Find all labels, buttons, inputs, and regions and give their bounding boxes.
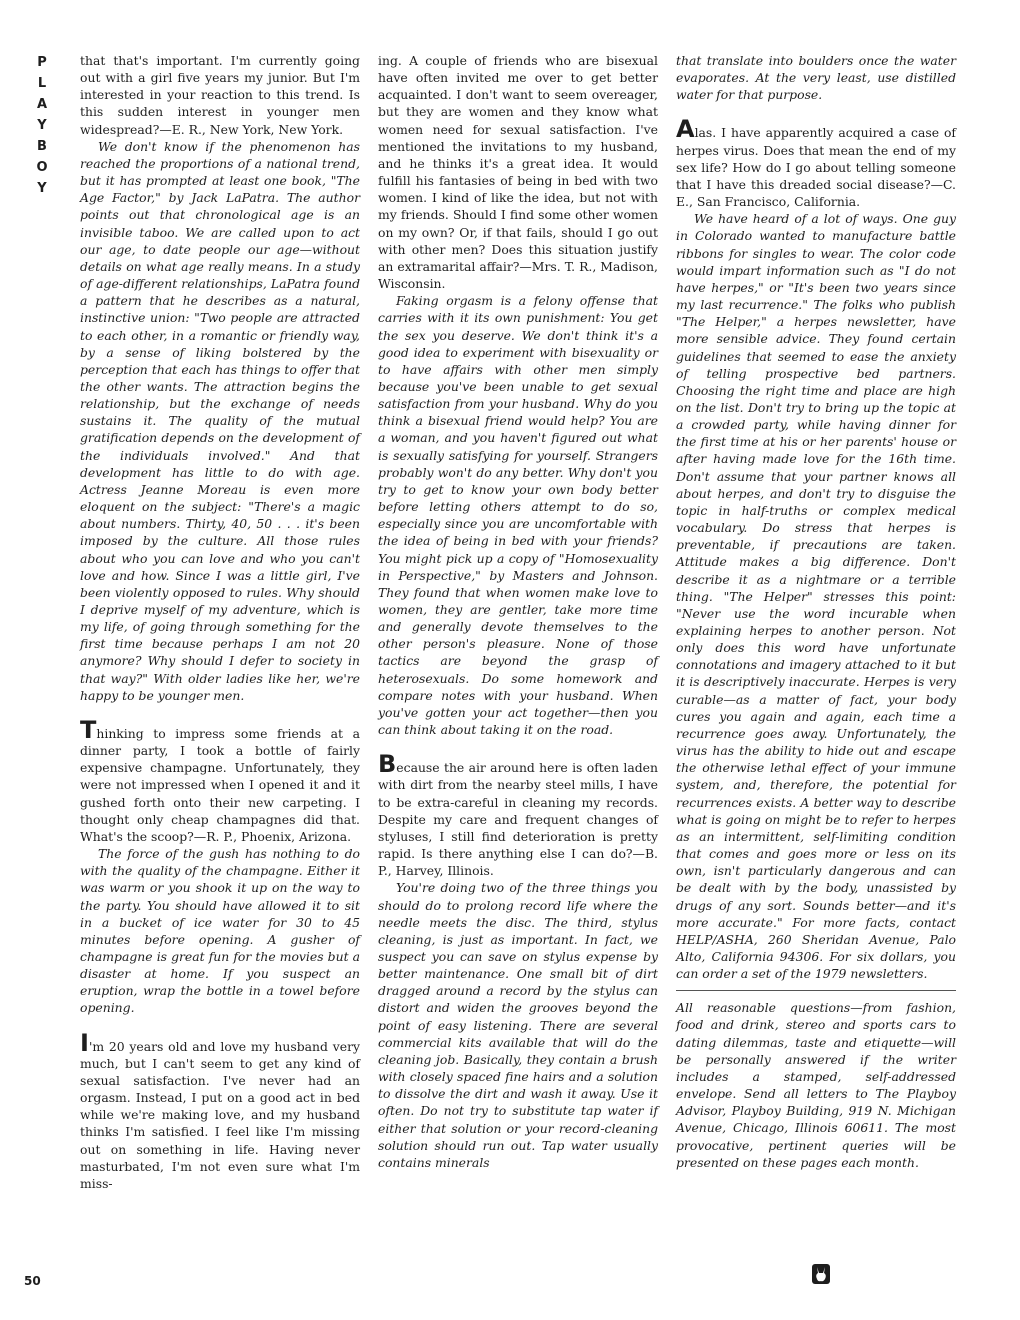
magazine-name-letter: Y xyxy=(37,118,47,133)
drop-cap: I xyxy=(80,1028,89,1057)
column-3 xyxy=(676,52,956,1171)
section-divider xyxy=(676,990,956,991)
question-orgasm xyxy=(80,1028,360,1192)
question-continued: ing. A couple of friends who are bisexual have often invited me over to get better acquainted. I don't want to seem overeager, but they are women and they know what women need for sexual satisfaction. I've mentioned the invitations to my husband, and he thinks it's a great idea. It would fulfill his fantasies of being in bed with two women. I kind of like the idea, but not with my friends. Should I find some other women on my own? Or, if that fails, should I go out with other men? Does this situation justify an extramarital affair?—Mrs. T. R., Madison, Wisconsin. xyxy=(378,53,658,292)
answer-age-difference: We don't know if the phenomenon has reached the proportions of a national trend, but it has prompted at least one book, "The Age Factor," by Jack LaPatra. The author points out that chronological age is an invisible taboo. We are called upon to act our age, to date people our age—without details on what age really means. In a study of age-different relationships, LaPatra found a pattern that he describes as a natural, instinctive union: "Two people are attracted to each other, in a romantic or friendly way, by a sense of liking bolstered by the perception that each has things to offer that the other wants. The attraction begins the relationship, but the exchange of needs sustains it. The quality of the mutual gratification depends on the development of the individuals involved." And that development has little to do with age. Actress Jeanne Moreau is even more eloquent on the subject: "There's a magic about numbers. Thirty, 40, 50 . . . it's been imposed by the culture. All those rules about who you can love and who you can't love and how. Since I was a little girl, I've been violently opposed to rules. Why should I deprive myself of my adventure, which is my life, of going through something for the first time because perhaps I am not 20 anymore? Why should I defer to society in that way?" With older ladies like her, we're happy to be younger men. xyxy=(80,138,360,703)
answer-records: You're doing two of the three things you should do to prolong record life where the needle meets the disc. The third, stylus cleaning, is just as important. In fact, we suspect you can save on stylus expense by better maintenance. One small bit of dirt dragged around a record by the stylus can distort and widen the grooves beyond the point of easy listening. There are several commercial kits available that will do the cleaning job. Basically, they contain a brush with closely spaced fine hairs and a solution to dissolve the dirt and wash it away. Use it often. Do not try to substitute tap water if either that solution or your record-cleaning solution should run out. Tap water usually contains minerals xyxy=(378,880,658,1170)
magazine-name-letter: P xyxy=(37,55,47,70)
column-1 xyxy=(80,52,360,1192)
page-number: 50 xyxy=(24,1274,41,1288)
question-text: 'm 20 years old and love my husband very much, but I can't seem to get any kind of sexual satisfaction. I've never had an orgasm. Instead, I put on a good act in bed while we're making love, and my husband thinks I'm satisfied. I feel like I'm missing out on something in life. Having never masturbated, I'm not even sure what I'm miss- xyxy=(80,1038,360,1191)
magazine-name-letter: O xyxy=(36,160,48,175)
answer-champagne: The force of the gush has nothing to do with the quality of the champagne. Either it was warm or you shook it up on the way to the party. You should have allowed it to sit in a bucket of ice water for 30 to 45 minutes before opening. A gusher of champagne is great fun for the movies but a disaster at home. If you suspect an eruption, wrap the bottle in a towel before opening. xyxy=(80,846,360,1016)
magazine-name-letter: Y xyxy=(37,181,47,196)
question-text: ecause the air around here is often laden with dirt from the nearby steel mills, I have to be extra-careful in cleaning my records. Despite my care and frequent changes of styluses, I still find deterioration is pretty rapid. Is there anything else I can do?—B. P., Harvey, Illinois. xyxy=(378,760,658,879)
drop-cap: B xyxy=(378,750,397,779)
question-continued: that that's important. I'm currently going out with a girl five years my junior. But I'm interested in your reaction to this trend. Is this sudden interest in younger men widespread?—E. R., New York, New York. xyxy=(80,53,360,137)
question-herpes xyxy=(676,115,956,210)
column-2 xyxy=(378,52,658,1171)
magazine-name-vertical xyxy=(34,52,50,199)
answer-continued: that translate into boulders once the water evaporates. At the very least, use distilled water for that purpose. xyxy=(676,53,956,103)
drop-cap: A xyxy=(676,115,695,144)
magazine-name-letter: A xyxy=(36,97,48,112)
drop-cap: T xyxy=(80,715,97,744)
magazine-name-letter: B xyxy=(37,139,47,154)
question-text: hinking to impress some friends at a dinner party, I took a bottle of fairly expensive champagne. Unfortunately, they were not impressed when I opened it and it gushed forth onto their new carpeting. I thought only cheap champagnes did that. What's the scoop?—R. P., Phoenix, Arizona. xyxy=(80,725,360,844)
answer-orgasm: Faking orgasm is a felony offense that carries with it its own punishment: You get the sex you deserve. We don't think it's a good idea to experiment with bisexuality or to have affairs with other men simply because you've been unable to get sexual satisfaction from your husband. Why do you think a bisexual friend would help? You are a woman, and you haven't figured out what is sexually satisfying for yourself. Strangers probably won't do any better. Why don't you try to get to know your own body better before letting others attempt to do so, especially since you are uncomfortable with the idea of being in bed with your friends? You might pick up a copy of "Homosexuality in Perspective," by Masters and Johnson. They found that when women make love to women, they are gentler, take more time and generally devote themselves to the other person's pleasure. None of those tactics are beyond the grasp of heterosexuals. Do some homework and compare notes with your husband. When you've gotten your act together—then you can think about taking it on the road. xyxy=(378,293,658,738)
question-records xyxy=(378,750,658,879)
closing-note: All reasonable questions—from fashion, food and drink, stereo and sports cars to dating dilemmas, taste and etiquette—will be personally answered if the writer includes a stamped, self-addressed envelope. Send all letters to The Playboy Advisor, Playboy Building, 919 N. Michigan Avenue, Chicago, Illinois 60611. The most provocative, pertinent queries will be presented on these pages each month. xyxy=(676,1000,956,1170)
magazine-name-letter: L xyxy=(37,76,47,91)
question-champagne xyxy=(80,715,360,845)
rabbit-logo-icon xyxy=(812,1264,830,1284)
answer-herpes: We have heard of a lot of ways. One guy in Colorado wanted to manufacture battle ribbons for singles to wear. The color code would impart information such as "I do not have herpes," or "It's been two years since my last recurrence." The folks who publish "The Helper," a herpes newsletter, have more sensible advice. They found certain guidelines that seemed to ease the anxiety of telling prospective bed partners. Choosing the right time and place are high on the list. Don't try to bring up the topic at a crowded party, while having dinner for the first time at his or her parents' house or after having made love for the 16th time. Don't assume that your partner knows all about herpes, and don't try to disguise the topic in half-truths or complex medical vocabulary. Do stress that herpes is preventable, if precautions are taken. Attitude makes a big difference. Don't describe it as a nightmare or a terrible thing. "The Helper" stresses this point: "Never use the word incurable when explaining herpes to another person. Not only does this word have unfortunate connotations and imagery attached to it but it is descriptively inaccurate. Herpes is very curable—as a matter of fact, your body cures you again and again, each time a recurrence goes away. Unfortunately, the virus has the ability to hide out and escape the otherwise lethal effect of your immune system, and, therefore, the potential for recurrences exists. A better way to describe what is going on might be to refer to herpes as an intermittent, self-limiting condition that comes and goes more or less on its own, isn't particularly dangerous and can be dealt with by the body, unassisted by drugs of any sort. Sounds better—and it's more accurate." For more facts, contact HELP/ASHA, 260 Sheridan Avenue, Palo Alto, California 94306. For six dollars, you can order a set of the 1979 newsletters. xyxy=(676,211,956,982)
question-text: las. I have apparently acquired a case of herpes virus. Does that mean the end of my sex life? How do I go about telling someone that I have this dreaded social disease?—C. E., San Francisco, California. xyxy=(676,125,956,210)
